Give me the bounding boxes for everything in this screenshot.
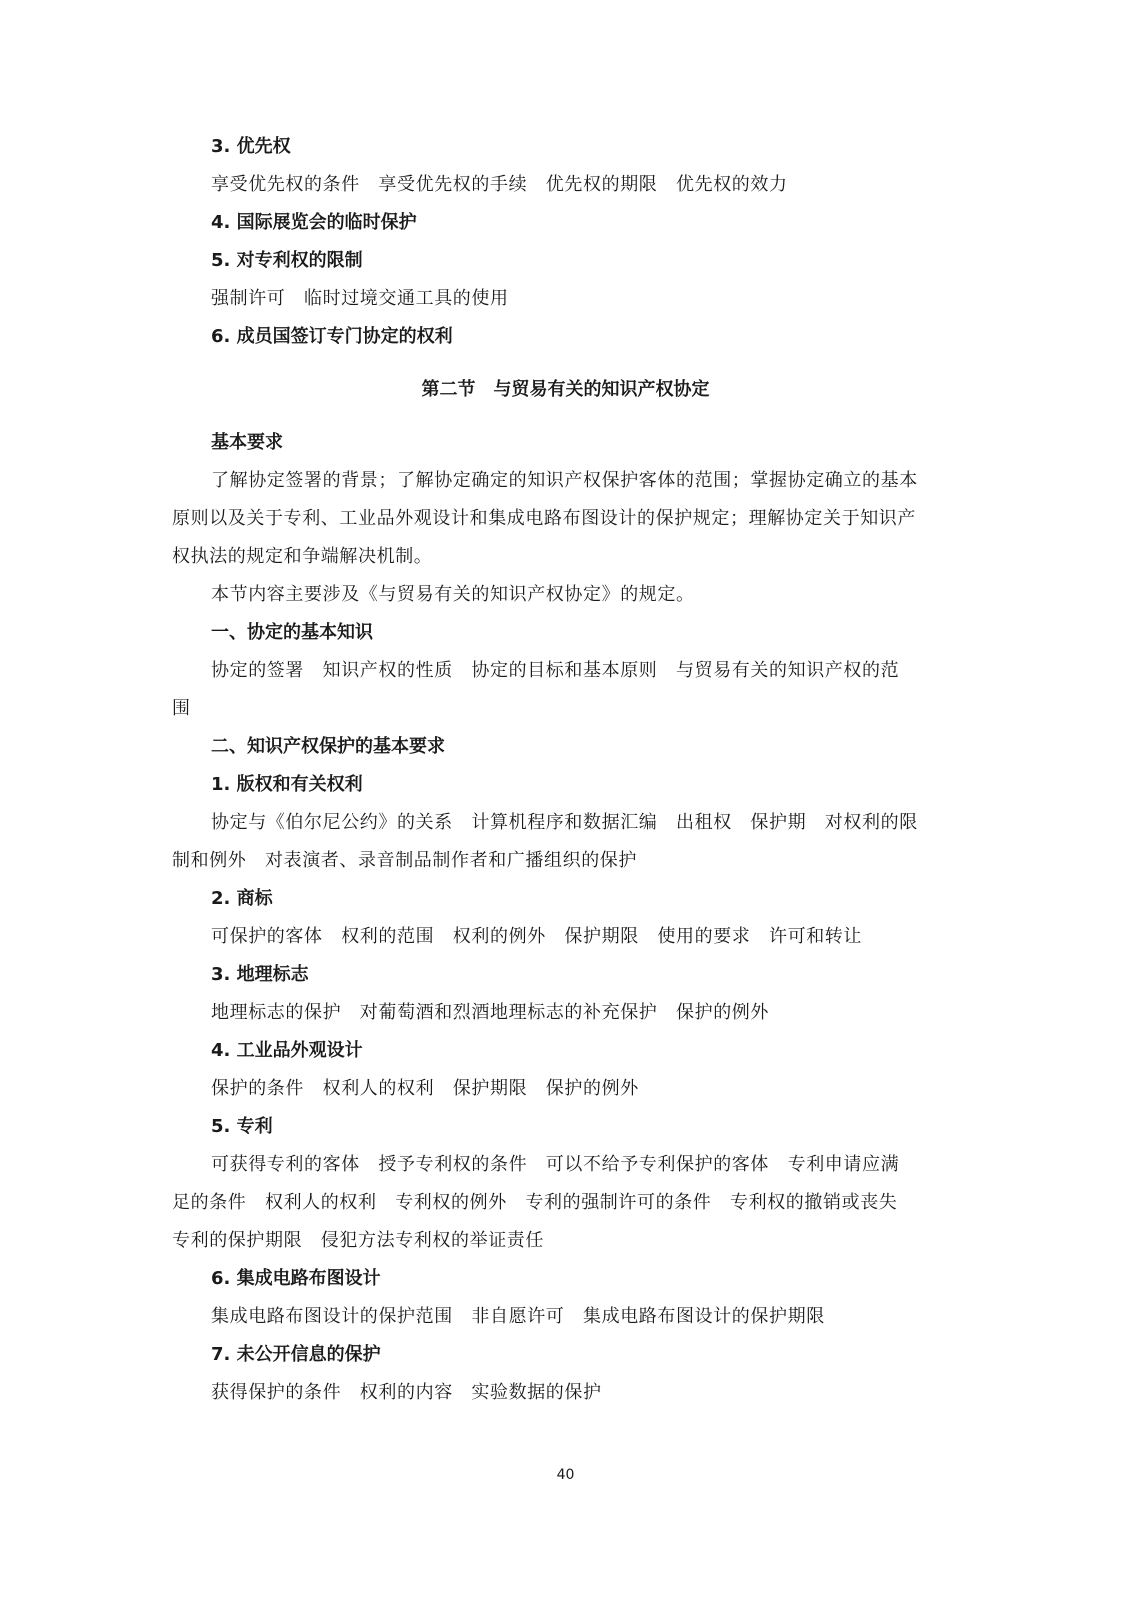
paragraph-requirements-line-3: 权执法的规定和争端解决机制。 [172,546,433,567]
paragraph-layout-design-topics: 集成电路布图设计的保护范围 非自愿许可 集成电路布图设计的保护期限 [211,1306,825,1327]
paragraph-trademark-topics: 可保护的客体 权利的范围 权利的例外 保护期限 使用的要求 许可和转让 [211,926,862,947]
heading-priority-right: 3. 优先权 [211,136,291,157]
paragraph-requirements-line-1: 了解协定签署的背景；了解协定确定的知识产权保护客体的范围；掌握协定确立的基本 [211,470,918,491]
paragraph-requirements-line-2: 原则以及关于专利、工业品外观设计和集成电路布图设计的保护规定；理解协定关于知识产 [172,508,916,529]
paragraph-patent-line-2: 足的条件 权利人的权利 专利权的例外 专利的强制许可的条件 专利权的撤销或丧失 [172,1192,898,1213]
heading-basic-requirements: 基本要求 [211,432,283,453]
paragraph-patent-limits-topics: 强制许可 临时过境交通工具的使用 [211,288,509,309]
paragraph-undisclosed-information-topics: 获得保护的条件 权利的内容 实验数据的保护 [211,1382,602,1403]
paragraph-priority-right-topics: 享受优先权的条件 享受优先权的手续 优先权的期限 优先权的效力 [211,174,788,195]
paragraph-patent-line-3: 专利的保护期限 侵犯方法专利权的举证责任 [172,1230,544,1251]
paragraph-geographical-indications-topics: 地理标志的保护 对葡萄酒和烈酒地理标志的补充保护 保护的例外 [211,1002,769,1023]
heading-exhibition-protection: 4. 国际展览会的临时保护 [211,212,417,233]
paragraph-section-scope: 本节内容主要涉及《与贸易有关的知识产权协定》的规定。 [211,584,695,605]
paragraph-patent-line-1: 可获得专利的客体 授予专利权的条件 可以不给予专利保护的客体 专利申请应满 [211,1154,900,1175]
heading-geographical-indications: 3. 地理标志 [211,964,309,985]
paragraph-basic-knowledge-line-2: 围 [172,698,191,719]
paragraph-industrial-design-topics: 保护的条件 权利人的权利 保护期限 保护的例外 [211,1078,639,1099]
page-number: 40 [556,1467,575,1483]
section-title: 第二节 与贸易有关的知识产权协定 [421,379,710,400]
heading-industrial-design: 4. 工业品外观设计 [211,1040,363,1061]
heading-layout-design: 6. 集成电路布图设计 [211,1268,381,1289]
heading-patent-limits: 5. 对专利权的限制 [211,250,363,271]
paragraph-copyright-line-2: 制和例外 对表演者、录音制品制作者和广播组织的保护 [172,850,637,871]
heading-special-agreements: 6. 成员国签订专门协定的权利 [211,326,453,347]
heading-patent: 5. 专利 [211,1116,273,1137]
heading-trademark: 2. 商标 [211,888,273,909]
heading-copyright: 1. 版权和有关权利 [211,774,363,795]
heading-ip-protection-requirements: 二、知识产权保护的基本要求 [211,736,445,757]
paragraph-basic-knowledge-line-1: 协定的签署 知识产权的性质 协定的目标和基本原则 与贸易有关的知识产权的范 [211,660,900,681]
heading-basic-knowledge: 一、协定的基本知识 [211,622,373,643]
paragraph-copyright-line-1: 协定与《伯尔尼公约》的关系 计算机程序和数据汇编 出租权 保护期 对权利的限 [211,812,918,833]
heading-undisclosed-information: 7. 未公开信息的保护 [211,1344,381,1365]
